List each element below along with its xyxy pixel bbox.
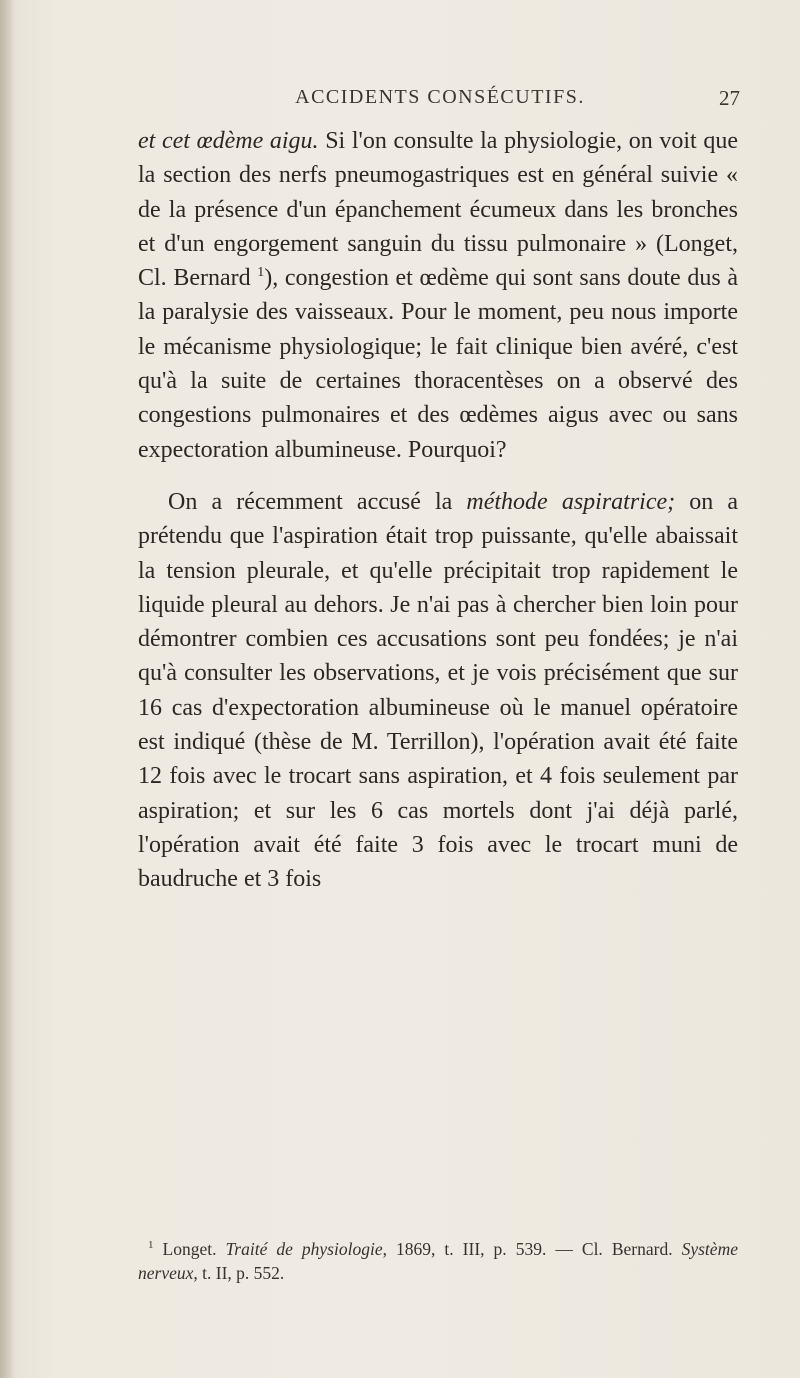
- footnote-reference: 1: [257, 265, 265, 281]
- text-run: On a récemment accusé la: [168, 488, 467, 515]
- text-run: Longet.: [153, 1239, 226, 1259]
- text-run: ), congestion et œdème qui sont sans doute dus à la paralysie des vaisseaux. Pour le moment, peu nous importe le mécanisme physiologique; le fait clinique bien avéré, c'est qu'à la suite de certaines thoracentèses on a observé des congestions pulmonaires et des œdèmes aigus avec ou sans expectoration albumineuse. Pourquoi?: [138, 265, 738, 463]
- footnote-mark: 1: [148, 1239, 154, 1252]
- binding-shadow: [0, 0, 14, 1378]
- body-text: [138, 124, 738, 897]
- italic-text: et cet œdème aigu.: [138, 128, 319, 154]
- running-head: ACCIDENTS CONSÉCUTIFS.: [295, 86, 585, 108]
- italic-text: méthode aspiratrice;: [466, 488, 676, 515]
- text-run: on a prétendu que l'aspiration était trop puissante, qu'elle abaissait la tension pleurale, et qu'elle précipitait trop rapidement le liquide pleural au dehors. Je n'ai pas à chercher bien loin pour démontrer combien ces accusations sont peu fondées; je n'ai qu'à consulter les observations, et je vois précisément que sur 16 cas d'expectoration albumineuse où le manuel opératoire est indiqué (thèse de M. Terrillon), l'opération avait été faite 12 fois avec le trocart sans aspiration, et 4 fois seulement par aspiration; et sur les 6 cas mortels dont j'ai déjà parlé, l'opération avait été faite 3 fois avec le trocart muni de baudruche et 3 fois: [138, 488, 739, 893]
- page-header: [140, 86, 740, 116]
- italic-text: Traité de physiologie: [225, 1239, 383, 1259]
- italic-text: Système nerveux: [138, 1239, 738, 1283]
- footnote: [138, 1237, 738, 1285]
- text-run: , t. II, p. 552.: [193, 1263, 285, 1283]
- text-run: Si l'on consulte la physiologie, on voit que la section des nerfs pneumogastriques est en général suivie « de la présence d'un épanchement écumeux dans les bronches et d'un engorgement sanguin du tissu pulmonaire » (Longet, Cl. Bernard: [138, 128, 738, 292]
- text-run: , 1869, t. III, p. 539. — Cl. Bernard.: [382, 1239, 682, 1259]
- footnotes: [138, 1237, 738, 1285]
- paragraph: [138, 124, 738, 467]
- paragraph: [138, 485, 738, 897]
- page-number: 27: [719, 86, 740, 110]
